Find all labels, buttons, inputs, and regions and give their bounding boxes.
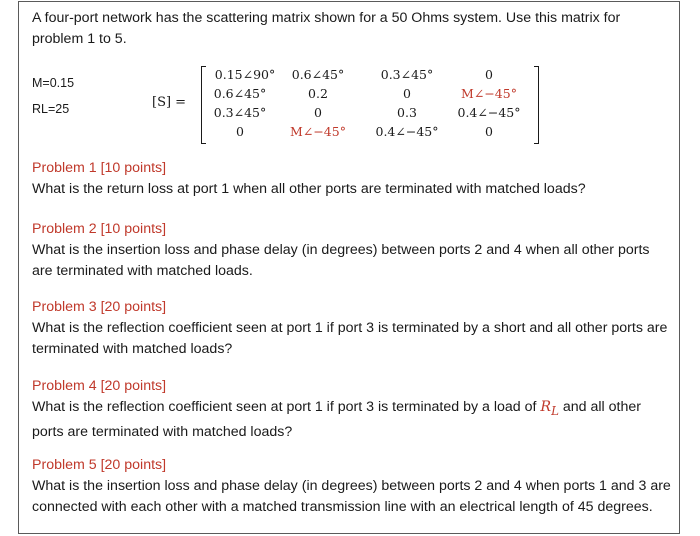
problem-4-text-after: and all other ports are terminated with matched loads? bbox=[32, 399, 641, 440]
matrix-cell-s12: 0.6∠45° bbox=[291, 67, 345, 82]
load-resistance-symbol bbox=[540, 399, 559, 418]
matrix-cell-s21: 0.6∠45° bbox=[213, 86, 267, 101]
problem-4-text-before: What is the reflection coefficient seen at port 1 if port 3 is terminated by a load of bbox=[32, 399, 537, 415]
load-resistance-symbol-main: R bbox=[540, 399, 552, 415]
problem-4 bbox=[32, 376, 672, 443]
problem-1-text: What is the return loss at port 1 when all other ports are terminated with matched loads? bbox=[32, 181, 586, 197]
load-resistance-symbol-sub: L bbox=[551, 403, 559, 418]
problem-2-title: Problem 2 [10 points] bbox=[32, 221, 167, 237]
matrix-cell-s33: 0.3 bbox=[397, 105, 417, 120]
matrix-cell-s41: 0 bbox=[236, 124, 244, 139]
matrix-cell-s13: 0.3∠45° bbox=[380, 67, 434, 82]
problem-5-title: Problem 5 [20 points] bbox=[32, 457, 167, 473]
problem-1 bbox=[32, 158, 672, 200]
matrix-cell-s34: 0.4∠−45° bbox=[457, 105, 521, 120]
matrix-cell-s44: 0 bbox=[485, 124, 493, 139]
matrix-cell-s23: 0 bbox=[403, 86, 411, 101]
param-rl: RL=25 bbox=[32, 102, 70, 116]
matrix-right-bracket bbox=[534, 66, 539, 144]
matrix-cell-s22: 0.2 bbox=[308, 86, 328, 101]
problem-5 bbox=[32, 455, 672, 518]
matrix-cell-s31: 0.3∠45° bbox=[213, 105, 267, 120]
problem-2 bbox=[32, 219, 672, 282]
matrix-cell-s14: 0 bbox=[485, 67, 493, 82]
problem-4-title: Problem 4 [20 points] bbox=[32, 378, 167, 394]
param-m: M=0.15 bbox=[32, 76, 75, 90]
problem-3 bbox=[32, 297, 672, 360]
problem-4-text bbox=[32, 397, 672, 443]
problem-3-title: Problem 3 [20 points] bbox=[32, 299, 167, 315]
intro-text: A four-port network has the scattering matrix shown for a 50 Ohms system. Use this matrix for problem 1 to 5. bbox=[32, 10, 621, 47]
matrix-cell-s24: M∠−45° bbox=[461, 86, 517, 101]
s-matrix-label: [S] = bbox=[152, 95, 187, 110]
parameter-list bbox=[32, 76, 74, 116]
problem-5-text: What is the insertion loss and phase delay (in degrees) between ports 2 and 4 when ports 1 and 3 are connected with each other with a matched transmission line with an electrical length of 45 degrees. bbox=[32, 478, 671, 515]
s-matrix bbox=[201, 64, 539, 146]
matrix-cell-s32: 0 bbox=[314, 105, 322, 120]
matrix-cell-s11: 0.15∠90° bbox=[214, 67, 276, 82]
problem-2-text: What is the insertion loss and phase delay (in degrees) between ports 2 and 4 when all other ports are terminated with matched loads. bbox=[32, 242, 650, 279]
matrix-left-bracket bbox=[201, 66, 206, 144]
problem-3-text: What is the reflection coefficient seen at port 1 if port 3 is terminated by a short and all other ports are terminated with matched loads? bbox=[32, 320, 668, 357]
problem-1-title: Problem 1 [10 points] bbox=[32, 160, 167, 176]
matrix-cell-s43: 0.4∠−45° bbox=[375, 124, 439, 139]
matrix-cell-s42: M∠−45° bbox=[290, 124, 346, 139]
